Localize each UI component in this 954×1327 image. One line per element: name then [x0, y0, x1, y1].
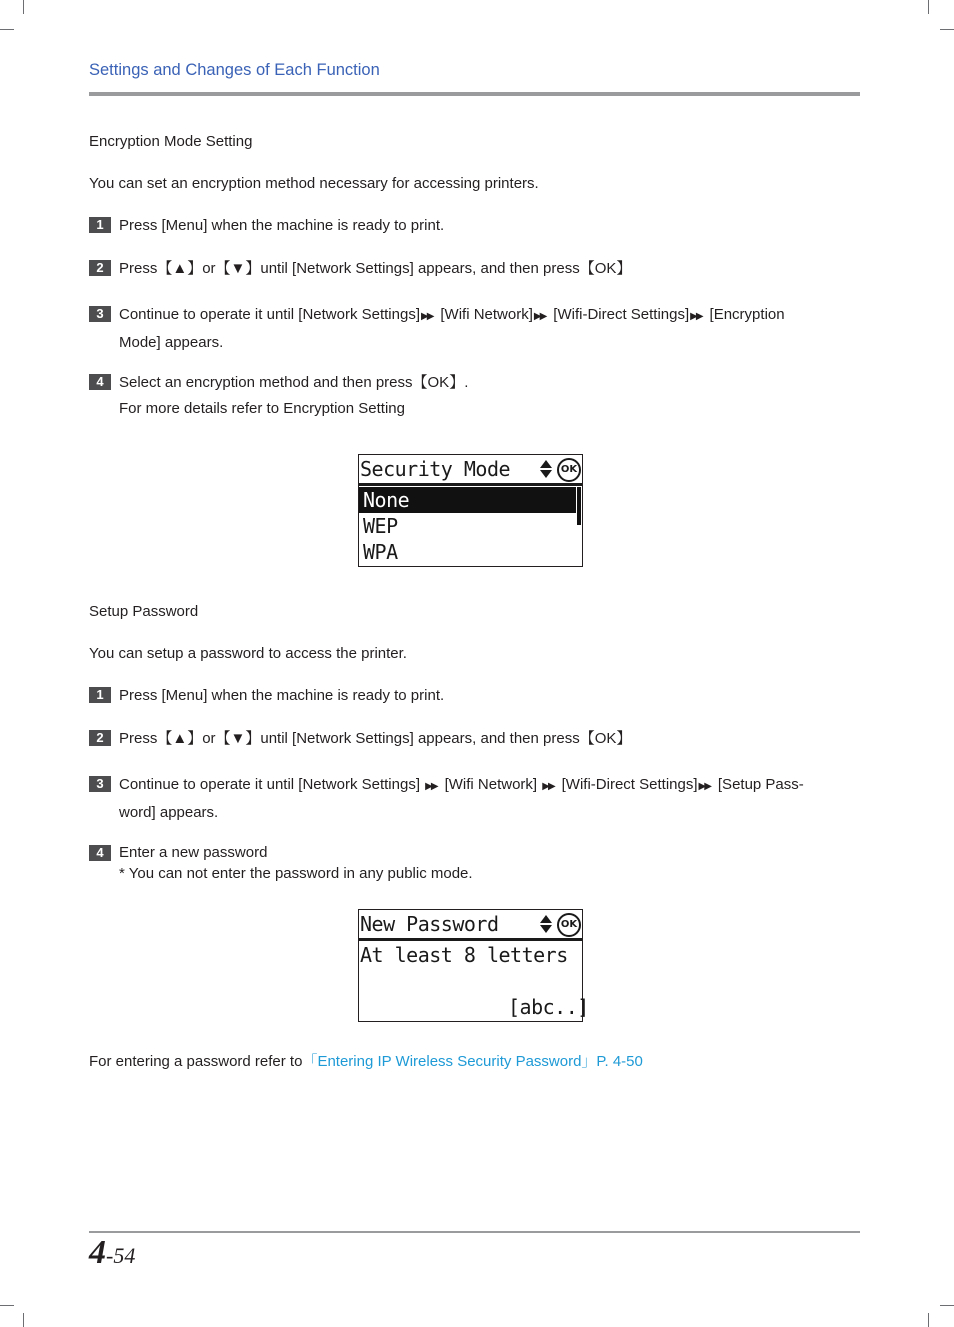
- page-header-title: Settings and Changes of Each Function: [89, 61, 380, 79]
- step-number-badge: 2: [89, 260, 111, 276]
- footer-divider: [89, 1231, 860, 1233]
- reference-text: [89, 1052, 643, 1072]
- step-text-continued: Mode] appears.: [119, 334, 224, 351]
- crop-mark: [928, 1313, 929, 1327]
- crop-mark: [23, 1313, 24, 1327]
- lcd-option: WPA: [363, 540, 398, 564]
- step-text: Continue to operate it until [Network Settings] ▶▶ [Wifi Network] ▶▶ [Wifi-Direct Settings]▶▶ [Setup Pass-: [119, 776, 804, 793]
- lcd-new-password: [358, 909, 589, 1022]
- step-number-badge: 3: [89, 776, 111, 792]
- lcd-input-mode: [abc..]: [508, 995, 589, 1019]
- step-number-badge: 4: [89, 845, 111, 861]
- step-text: Press【▲】or【▼】until [Network Settings] appears, and then press【OK】: [119, 730, 632, 747]
- crop-mark: [928, 0, 929, 14]
- page-number: [89, 1234, 135, 1272]
- section-intro-password: You can setup a password to access the printer.: [89, 645, 407, 662]
- step-number-badge: 3: [89, 306, 111, 322]
- step-4: [89, 841, 841, 883]
- ok-icon: OK: [557, 458, 581, 482]
- lcd-title-bar: [359, 910, 582, 941]
- double-arrow-icon: ▶▶: [533, 311, 546, 322]
- up-down-icon: [539, 914, 553, 934]
- crop-mark: [0, 29, 14, 30]
- step-4: [89, 370, 841, 422]
- section-heading-encryption: Encryption Mode Setting: [89, 133, 253, 150]
- section-intro-encryption: You can set an encryption method necessary for accessing printers.: [89, 175, 539, 192]
- step-number-badge: 4: [89, 374, 111, 390]
- step-number-badge: 1: [89, 217, 111, 233]
- reference-link[interactable]: 「Entering IP Wireless Security Password」P. 4-50: [302, 1053, 643, 1070]
- lcd-option-selected: None: [359, 487, 576, 513]
- lcd-scrollbar: [577, 487, 581, 525]
- step-number-badge: 1: [89, 687, 111, 703]
- ok-icon: OK: [557, 913, 581, 937]
- crop-mark: [940, 1305, 954, 1306]
- step-1: [89, 213, 841, 239]
- step-text: Press【▲】or【▼】until [Network Settings] appears, and then press【OK】: [119, 260, 632, 277]
- double-arrow-icon: ▶▶: [425, 781, 437, 792]
- crop-mark: [940, 29, 954, 30]
- chapter-number: 4: [89, 1234, 106, 1271]
- step-text: Press [Menu] when the machine is ready to print.: [119, 687, 445, 704]
- double-arrow-icon: ▶▶: [698, 781, 710, 792]
- step-3: [89, 302, 841, 356]
- step-text: Enter a new password: [119, 844, 268, 861]
- step-number-badge: 2: [89, 730, 111, 746]
- section-heading-password: Setup Password: [89, 603, 199, 620]
- step-1: [89, 683, 841, 709]
- lcd-message: At least 8 letters: [360, 943, 568, 967]
- up-down-icon: [539, 459, 553, 479]
- crop-mark: [23, 0, 24, 14]
- lcd-title-bar: [359, 455, 582, 486]
- page-number-suffix: -54: [106, 1243, 136, 1268]
- double-arrow-icon: ▶▶: [421, 311, 433, 322]
- step-text: Continue to operate it until [Network Settings]▶▶ [Wifi Network]▶▶ [Wifi-Direct Settings]▶▶ [Encryption: [119, 306, 785, 323]
- header-divider: [89, 92, 860, 96]
- step-3: [89, 772, 841, 826]
- lcd-option: WEP: [363, 514, 398, 538]
- step-2: [89, 726, 841, 752]
- double-arrow-icon: ▶▶: [542, 781, 554, 792]
- step-note: For more details refer to Encryption Setting: [119, 400, 405, 417]
- step-text: Select an encryption method and then press【OK】.: [119, 374, 469, 391]
- double-arrow-icon: ▶▶: [690, 311, 702, 322]
- step-text-continued: word] appears.: [119, 804, 219, 821]
- lcd-title: Security Mode: [360, 457, 511, 481]
- lcd-title: New Password: [360, 912, 499, 936]
- step-text: Press [Menu] when the machine is ready to print.: [119, 217, 445, 234]
- crop-mark: [0, 1305, 14, 1306]
- step-2: [89, 256, 841, 282]
- reference-prefix: For entering a password refer to: [89, 1053, 303, 1070]
- step-note: * You can not enter the password in any public mode.: [119, 865, 473, 882]
- lcd-security-mode: [358, 454, 583, 567]
